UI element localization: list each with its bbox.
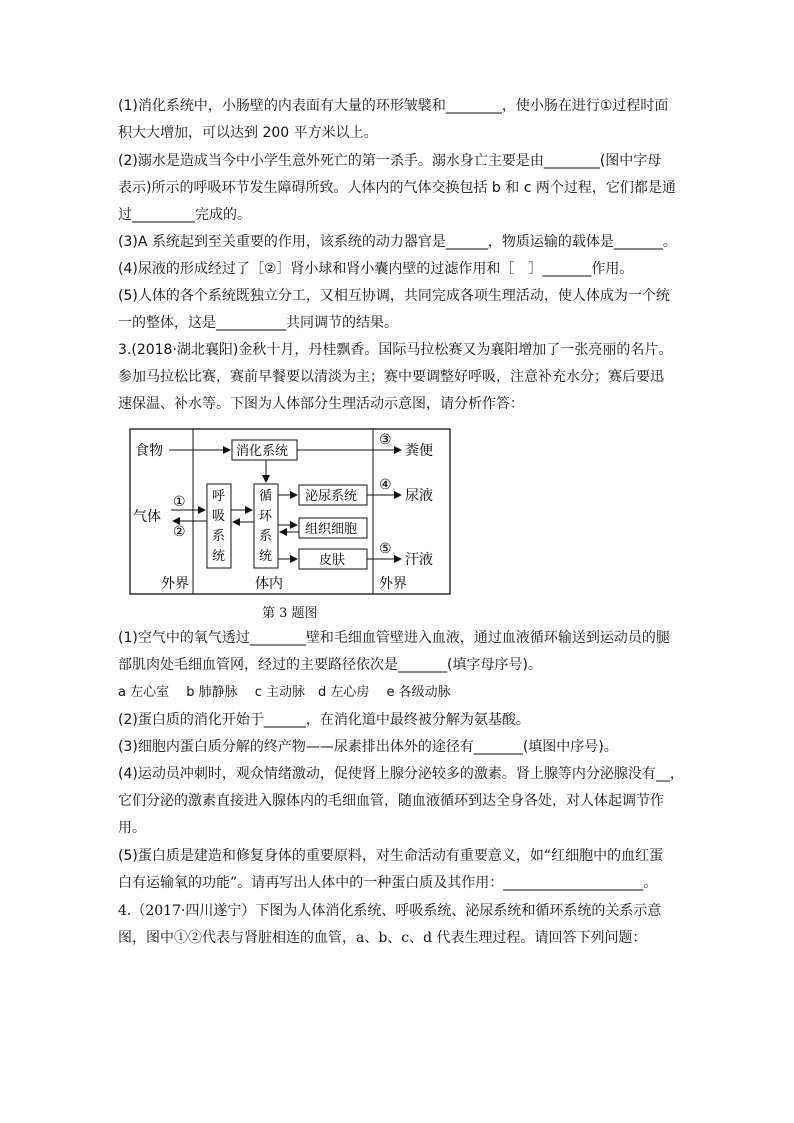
q3-part5-line1: (5)蛋白质是建造和修复身体的重要原料，对生命活动有重要意义，如“红细胞中的血红蛋	[118, 848, 664, 864]
respiratory-char-4: 统	[212, 549, 226, 564]
circulatory-char-2: 环	[259, 509, 273, 524]
q3-part2: (2)蛋白质的消化开始于______，在消化道中最终被分解为氨基酸。	[118, 712, 530, 728]
outside-left-label: 外界	[161, 576, 189, 592]
q3-intro-line3: 速保温、补水等。下图为人体部分生理活动示意图，请分析作答：	[118, 396, 524, 412]
q3-part1-line2: 部肌肉处毛细血管网，经过的主要路径依次是_______(填字母序号)。	[118, 657, 542, 673]
marker-5: ⑤	[379, 541, 392, 557]
q3-part1-line1: (1)空气中的氧气透过________壁和毛细血管壁进入血液，通过血液循环输送到运动员的腿	[118, 630, 670, 646]
q3-intro-line2: 参加马拉松比赛，赛前早餐要以清淡为主；赛中要调整好呼吸，注意补充水分；赛后要迅	[118, 369, 664, 385]
q4-line1: 4.（2017·四川遂宁）下图为人体消化系统、呼吸系统、泌尿系统和循环系统的关系示意	[118, 903, 662, 919]
q2-part2-line3: 过_________完成的。	[118, 207, 251, 223]
respiratory-char-1: 呼	[212, 489, 226, 504]
figure-caption: 第 3 题图	[262, 606, 318, 621]
q3-options: a 左心室 b 肺静脉 c 主动脉 d 左心房 e 各级动脉	[118, 685, 451, 700]
q2-part5-line2: 一的整体，这是__________共同调节的结果。	[118, 315, 398, 331]
gas-label: 气体	[133, 509, 161, 525]
feces-label: 粪便	[405, 443, 433, 459]
q3-part3: (3)细胞内蛋白质分解的终产物——尿素排出体外的途径有_______(填图中序号)。	[118, 739, 618, 755]
inside-label: 体内	[255, 576, 283, 592]
skin-label: 皮肤	[319, 553, 346, 568]
q2-part5-line1: (5)人体的各个系统既独立分工，又相互协调，共同完成各项生理活动，使人体成为一个统	[118, 288, 670, 304]
outside-right-label: 外界	[379, 576, 407, 592]
q3-intro-line1: 3.(2018·湖北襄阳)金秋十月，丹桂飘香。国际马拉松赛又为襄阳增加了一张亮丽的名片。	[118, 342, 673, 358]
circulatory-char-3: 系	[259, 529, 273, 544]
digestive-system-label: 消化系统	[236, 444, 289, 459]
respiratory-char-3: 系	[212, 529, 226, 544]
food-label: 食物	[135, 443, 163, 459]
urinary-system-label: 泌尿系统	[305, 489, 358, 504]
q3-part4-line2: 它们分泌的激素直接进入腺体内的毛细血管，随血液循环到达全身各处，对人体起调节作	[118, 793, 664, 809]
marker-3: ③	[379, 432, 392, 448]
q3-part4-line1: (4)运动员冲刺时，观众情绪激动，促使肾上腺分泌较多的激素。肾上腺等内分泌腺没有__，	[118, 766, 684, 782]
physiology-diagram	[129, 428, 453, 598]
urine-label: 尿液	[405, 488, 433, 504]
sweat-label: 汗液	[405, 552, 433, 568]
q2-part1-line1: (1)消化系统中，小肠壁的内表面有大量的环形皱襞和________，使小肠在进行①过程时面	[118, 98, 669, 114]
circulatory-char-1: 循	[259, 489, 273, 504]
q3-part4-line3: 用。	[118, 820, 146, 836]
circulatory-char-4: 统	[259, 549, 273, 564]
marker-1: ①	[173, 494, 186, 510]
q2-part2-line2: 表示)所示的呼吸环节发生障碍所致。人体内的气体交换包括 b 和 c 两个过程，它们都是通	[118, 180, 676, 196]
respiratory-char-2: 吸	[212, 509, 226, 524]
tissue-cells-label: 组织细胞	[305, 522, 358, 537]
q4-line2: 图，图中①②代表与肾脏相连的血管，a、b、c、d 代表生理过程。请回答下列问题：	[118, 930, 647, 946]
q2-part1-line2: 积大大增加，可以达到 200 平方米以上。	[118, 125, 378, 141]
q2-part3: (3)A 系统起到至关重要的作用，该系统的动力器官是______，物质运输的载体是_______。	[118, 234, 677, 250]
q3-part5-line2: 白有运输氧的功能”。请再写出人体中的一种蛋白质及其作用：____________________。	[118, 875, 658, 891]
q2-part2-line1: (2)溺水是造成当今中小学生意外死亡的第一杀手。溺水身亡主要是由________(图中字母	[118, 153, 662, 169]
q2-part4: (4)尿液的形成经过了［②］肾小球和肾小囊内壁的过滤作用和［ ］_______作用。	[118, 261, 634, 277]
marker-2: ②	[173, 524, 186, 540]
marker-4: ④	[379, 477, 392, 493]
